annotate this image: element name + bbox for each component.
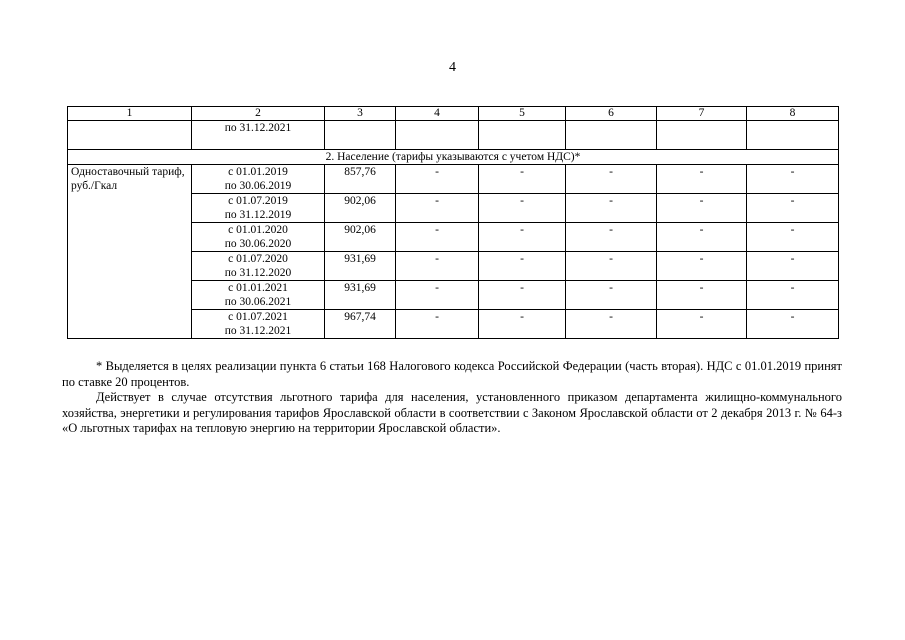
dash-cell: - [566,194,657,223]
column-header: 1 [68,107,192,121]
period-cell [192,281,325,310]
table-cell [396,121,479,150]
dash-cell: - [747,165,839,194]
dash-cell: - [657,310,747,339]
dash-cell: - [657,223,747,252]
period-from: с 01.07.2020 [228,253,288,265]
note-paragraph: Действует в случае отсутствия льготного тарифа для населения, установленного приказом департамента жилищно-коммунального хозяйства, энергетики и регулирования тарифов Ярославской области в соответствии с Законом Ярославской области от 2 декабря 2013 г. № 64-з «О льготных тарифах на тепловую энергию на территории Ярославской области». [62,390,842,435]
dash-cell: - [396,194,479,223]
dash-cell: - [747,252,839,281]
section-title: 2. Население (тарифы указываются с учетом НДС)* [68,150,839,165]
dash-cell: - [566,252,657,281]
period-to: по 30.06.2021 [224,296,292,308]
dash-cell: - [479,223,566,252]
dash-cell: - [479,252,566,281]
tariff-value: 902,06 [325,223,396,252]
dash-cell: - [657,165,747,194]
period-to: по 31.12.2019 [224,209,292,221]
dash-cell: - [479,194,566,223]
tariff-table [67,106,839,339]
period-from: с 01.01.2020 [228,224,288,236]
tariff-value: 857,76 [325,165,396,194]
footnote: * Выделяется в целях реализации пункта 6 статьи 168 Налогового кодекса Российской Федерации (часть вторая). НДС с 01.01.2019 принят по ставке 20 процентов. [62,359,842,389]
dash-cell: - [396,223,479,252]
table-row [68,165,839,194]
tariff-value: 902,06 [325,194,396,223]
column-header: 7 [657,107,747,121]
period-cell [192,252,325,281]
dash-cell: - [479,281,566,310]
period-from: с 01.07.2021 [228,311,288,323]
tariff-value: 931,69 [325,252,396,281]
period-cell [192,310,325,339]
notes [62,359,842,437]
dash-cell: - [747,281,839,310]
table-header-row [68,107,839,121]
period-end-cell: по 31.12.2021 [192,121,325,150]
table-cell [479,121,566,150]
table-cell [325,121,396,150]
period-to: по 30.06.2019 [224,180,292,192]
column-header: 8 [747,107,839,121]
tariff-label: Одноставочный тариф, руб./Гкал [68,165,192,339]
dash-cell: - [566,165,657,194]
dash-cell: - [657,281,747,310]
dash-cell: - [657,194,747,223]
section-row [68,150,839,165]
table-cell [566,121,657,150]
period-from: с 01.01.2019 [228,166,288,178]
dash-cell: - [396,310,479,339]
tariff-value: 967,74 [325,310,396,339]
period-to: по 31.12.2020 [224,267,292,279]
period-cell [192,165,325,194]
period-to: по 31.12.2021 [224,325,292,337]
dash-cell: - [747,223,839,252]
page-number: 4 [449,60,456,75]
dash-cell: - [657,252,747,281]
period-cell [192,194,325,223]
table-row-carryover [68,121,839,150]
dash-cell: - [566,281,657,310]
period-from: с 01.01.2021 [228,282,288,294]
period-cell [192,223,325,252]
column-header: 2 [192,107,325,121]
column-header: 4 [396,107,479,121]
column-header: 5 [479,107,566,121]
period-to: по 30.06.2020 [224,238,292,250]
dash-cell: - [396,165,479,194]
column-header: 6 [566,107,657,121]
column-header: 3 [325,107,396,121]
dash-cell: - [747,194,839,223]
table-cell [747,121,839,150]
period-from: с 01.07.2019 [228,195,288,207]
dash-cell: - [747,310,839,339]
dash-cell: - [566,310,657,339]
dash-cell: - [479,310,566,339]
dash-cell: - [396,281,479,310]
tariff-value: 931,69 [325,281,396,310]
dash-cell: - [396,252,479,281]
table-cell [657,121,747,150]
table-cell [68,121,192,150]
dash-cell: - [566,223,657,252]
dash-cell: - [479,165,566,194]
